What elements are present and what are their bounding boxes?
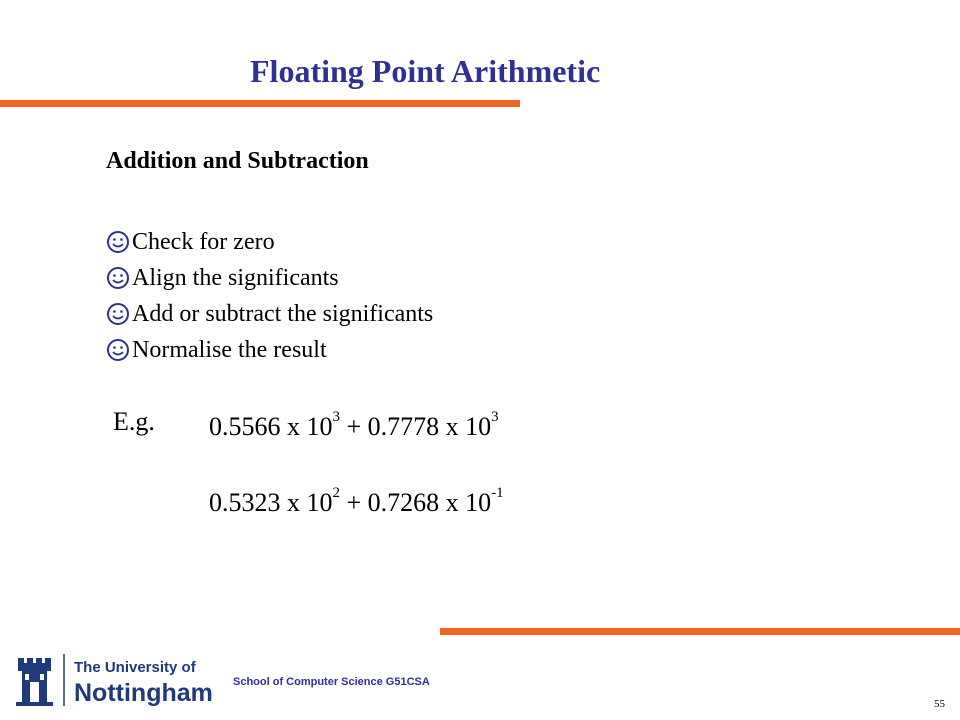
exponent: -1 [491,485,504,501]
bullet-item [106,224,433,260]
example-expression-1 [209,409,499,442]
operator: + [346,412,362,441]
footer-text: School of Computer Science G51CSA [233,676,430,688]
exponent: 3 [332,409,340,425]
exponent: 2 [332,485,340,501]
top-accent-bar [0,100,520,107]
page-number: 55 [934,698,945,710]
operand-b: 0.7268 [367,488,440,517]
logo-line2: Nottingham [74,679,213,707]
smiley-icon [106,302,130,326]
times-ten: x 10 [287,412,333,441]
bullet-item [106,296,433,332]
bullet-item [106,332,433,368]
operand-b: 0.7778 [367,412,440,441]
bullet-text: Add or subtract the significants [132,300,434,327]
example-label: E.g. [113,407,155,436]
slide-title: Floating Point Arithmetic [250,53,601,89]
bottom-accent-bar [440,628,960,635]
times-ten: x 10 [287,488,333,517]
exponent: 3 [491,409,499,425]
operand-a: 0.5566 [209,412,281,441]
smiley-icon [106,266,130,290]
times-ten: x 10 [445,488,492,517]
bullet-list [106,224,433,368]
bullet-text: Check for zero [132,228,275,255]
smiley-icon [106,230,130,254]
logo-line1: The University of [74,659,196,676]
smiley-icon [106,338,130,362]
operator: + [346,488,362,517]
times-ten: x 10 [445,412,492,441]
section-heading: Addition and Subtraction [106,148,369,174]
example-expression-2 [209,485,504,518]
bullet-item [106,260,433,296]
operand-a: 0.5323 [209,488,281,517]
bullet-text: Align the significants [132,264,339,291]
university-logo [16,652,216,708]
bullet-text: Normalise the result [132,336,327,363]
